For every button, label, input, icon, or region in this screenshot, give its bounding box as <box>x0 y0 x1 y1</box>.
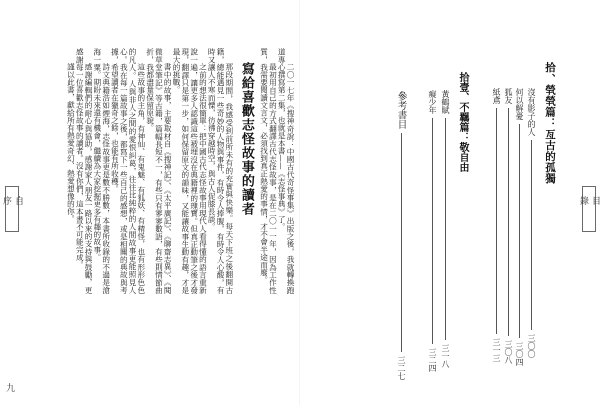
toc-leader-line <box>432 118 433 344</box>
preface-paragraph: 書中的故事，主要取材自《搜神記》、《太平廣記》、《聊齋志異》、《閱微草堂筆記》等古籍，篇幅長短不一，有些只有寥寥數語，有些則情節曲折，我都盡量保留原貌。 <box>145 48 173 294</box>
side-tab-label: 自序 <box>1 196 23 214</box>
toc-entry-page: 三一三 <box>492 338 501 362</box>
toc-entry-page: 三〇四 <box>515 342 524 366</box>
preface-body <box>54 48 294 294</box>
side-tab-contents <box>578 186 600 232</box>
toc-leader-line <box>496 108 497 334</box>
toc-entry <box>427 90 437 372</box>
toc-entry <box>514 88 524 366</box>
toc-leader-line <box>519 124 520 338</box>
preface-paragraph: 二〇一七年《搜神奇說：中國古代奇怪事集》出版之後，我就轉換跑道專心撰寫第二集，也就是本書——《志怪事典》了。 <box>277 48 295 294</box>
toc-entry-title: 參考書目 <box>395 91 407 129</box>
preface-paragraph: 謹以此書，獻給所有熱愛奇幻、熱愛想像的你。 <box>66 63 76 223</box>
preface-paragraph: 感謝編輯們的耐心與協助，感謝家人朋友一路以來的支持與鼓勵，更感謝每一位喜歡志怪故事的讀者。沒有你們，這本書不可能完成。 <box>75 48 94 294</box>
toc-entry-page: 三二七 <box>397 356 406 380</box>
toc-leader-line <box>531 140 532 330</box>
preface-paragraph: 最初用自己的方式翻譯古代志怪故事，是在二〇一一年，因為工作性質，我需要閱讀文言文，必須找到真正熱愛的事情，才不會半途而廢。 <box>259 48 278 294</box>
contents-page <box>300 0 600 405</box>
toc-section-heading: 拾、煢煢篇：亙古的孤獨 <box>544 62 556 185</box>
preface-paragraph: 這些故事的主角，有神仙、有鬼魅、有狐妖、有精怪，也有形形色色的凡人。人與非人之間的愛恨糾葛，往往比純粹的人間故事更能照見人心。我在每一篇故事之後，都寫下一些自己的感想，或是相關的典故與考據，希望讀者在獵奇之餘，也能有所收穫。 <box>110 48 146 294</box>
toc-entry-references <box>396 91 406 380</box>
toc-entry-page: 三〇八 <box>504 340 513 364</box>
page-number: 九 <box>6 384 16 394</box>
preface-page <box>0 0 300 405</box>
toc-entry-title: 沒有影子的人 <box>527 88 536 136</box>
toc-entry-title: 癡少年 <box>428 90 437 114</box>
toc-entry <box>491 88 501 362</box>
preface-paragraph: 那段期間，我感受到前所未有的充實與快樂。每天下班之後翻開古籍，總能遇見一些奇妙的人物與事件，有時令人捧腹，有時令人心酸，有時又讓人不寒而慄，彷彿穿越時空，與古人促膝長談。 <box>207 48 234 294</box>
toc-leader-line <box>445 118 446 340</box>
toc-leader-line <box>508 108 509 336</box>
toc-section-heading: 拾壹、不羈篇：敬自由 <box>457 72 468 172</box>
toc-entry-page: 三二四 <box>428 348 437 372</box>
toc-entry <box>503 88 513 364</box>
toc-entry-page: 三一八 <box>441 344 450 368</box>
toc-entry-page: 三〇〇 <box>527 334 536 358</box>
toc-entry-title: 狐友 <box>504 88 513 104</box>
toc-entry-title: 黃鶴賦 <box>441 90 450 114</box>
toc-leader-line <box>401 133 402 352</box>
preface-title: 寫給喜歡志怪故事的讀者 <box>238 62 254 216</box>
toc-entry-title: 紙鳶 <box>492 88 501 104</box>
side-tab-preface <box>1 186 23 232</box>
toc-entry <box>526 88 536 358</box>
preface-paragraph: 之前的想法很簡單：把中國古代志怪故事用現代人看得懂的語言重新說一遍，讓更多人認識這些被埋沒在典籍裡的瑰寶。但真正動筆之後才發現，翻譯只是第一步，如何保留原文的韻味，又能讓故事生動有趣，才是最大的挑戰。 <box>172 48 208 294</box>
toc-entry-title: 何以解憂 <box>515 88 524 120</box>
toc-entry <box>440 90 450 368</box>
side-tab-label: 目錄 <box>578 196 600 214</box>
preface-paragraph: 詩文典籍浩如煙海，志怪故事更是數不勝數，本書所收錄的不過是滄海一粟。期盼未來還有機會，繼續為大家挖掘更多有趣的故事。 <box>92 48 111 294</box>
